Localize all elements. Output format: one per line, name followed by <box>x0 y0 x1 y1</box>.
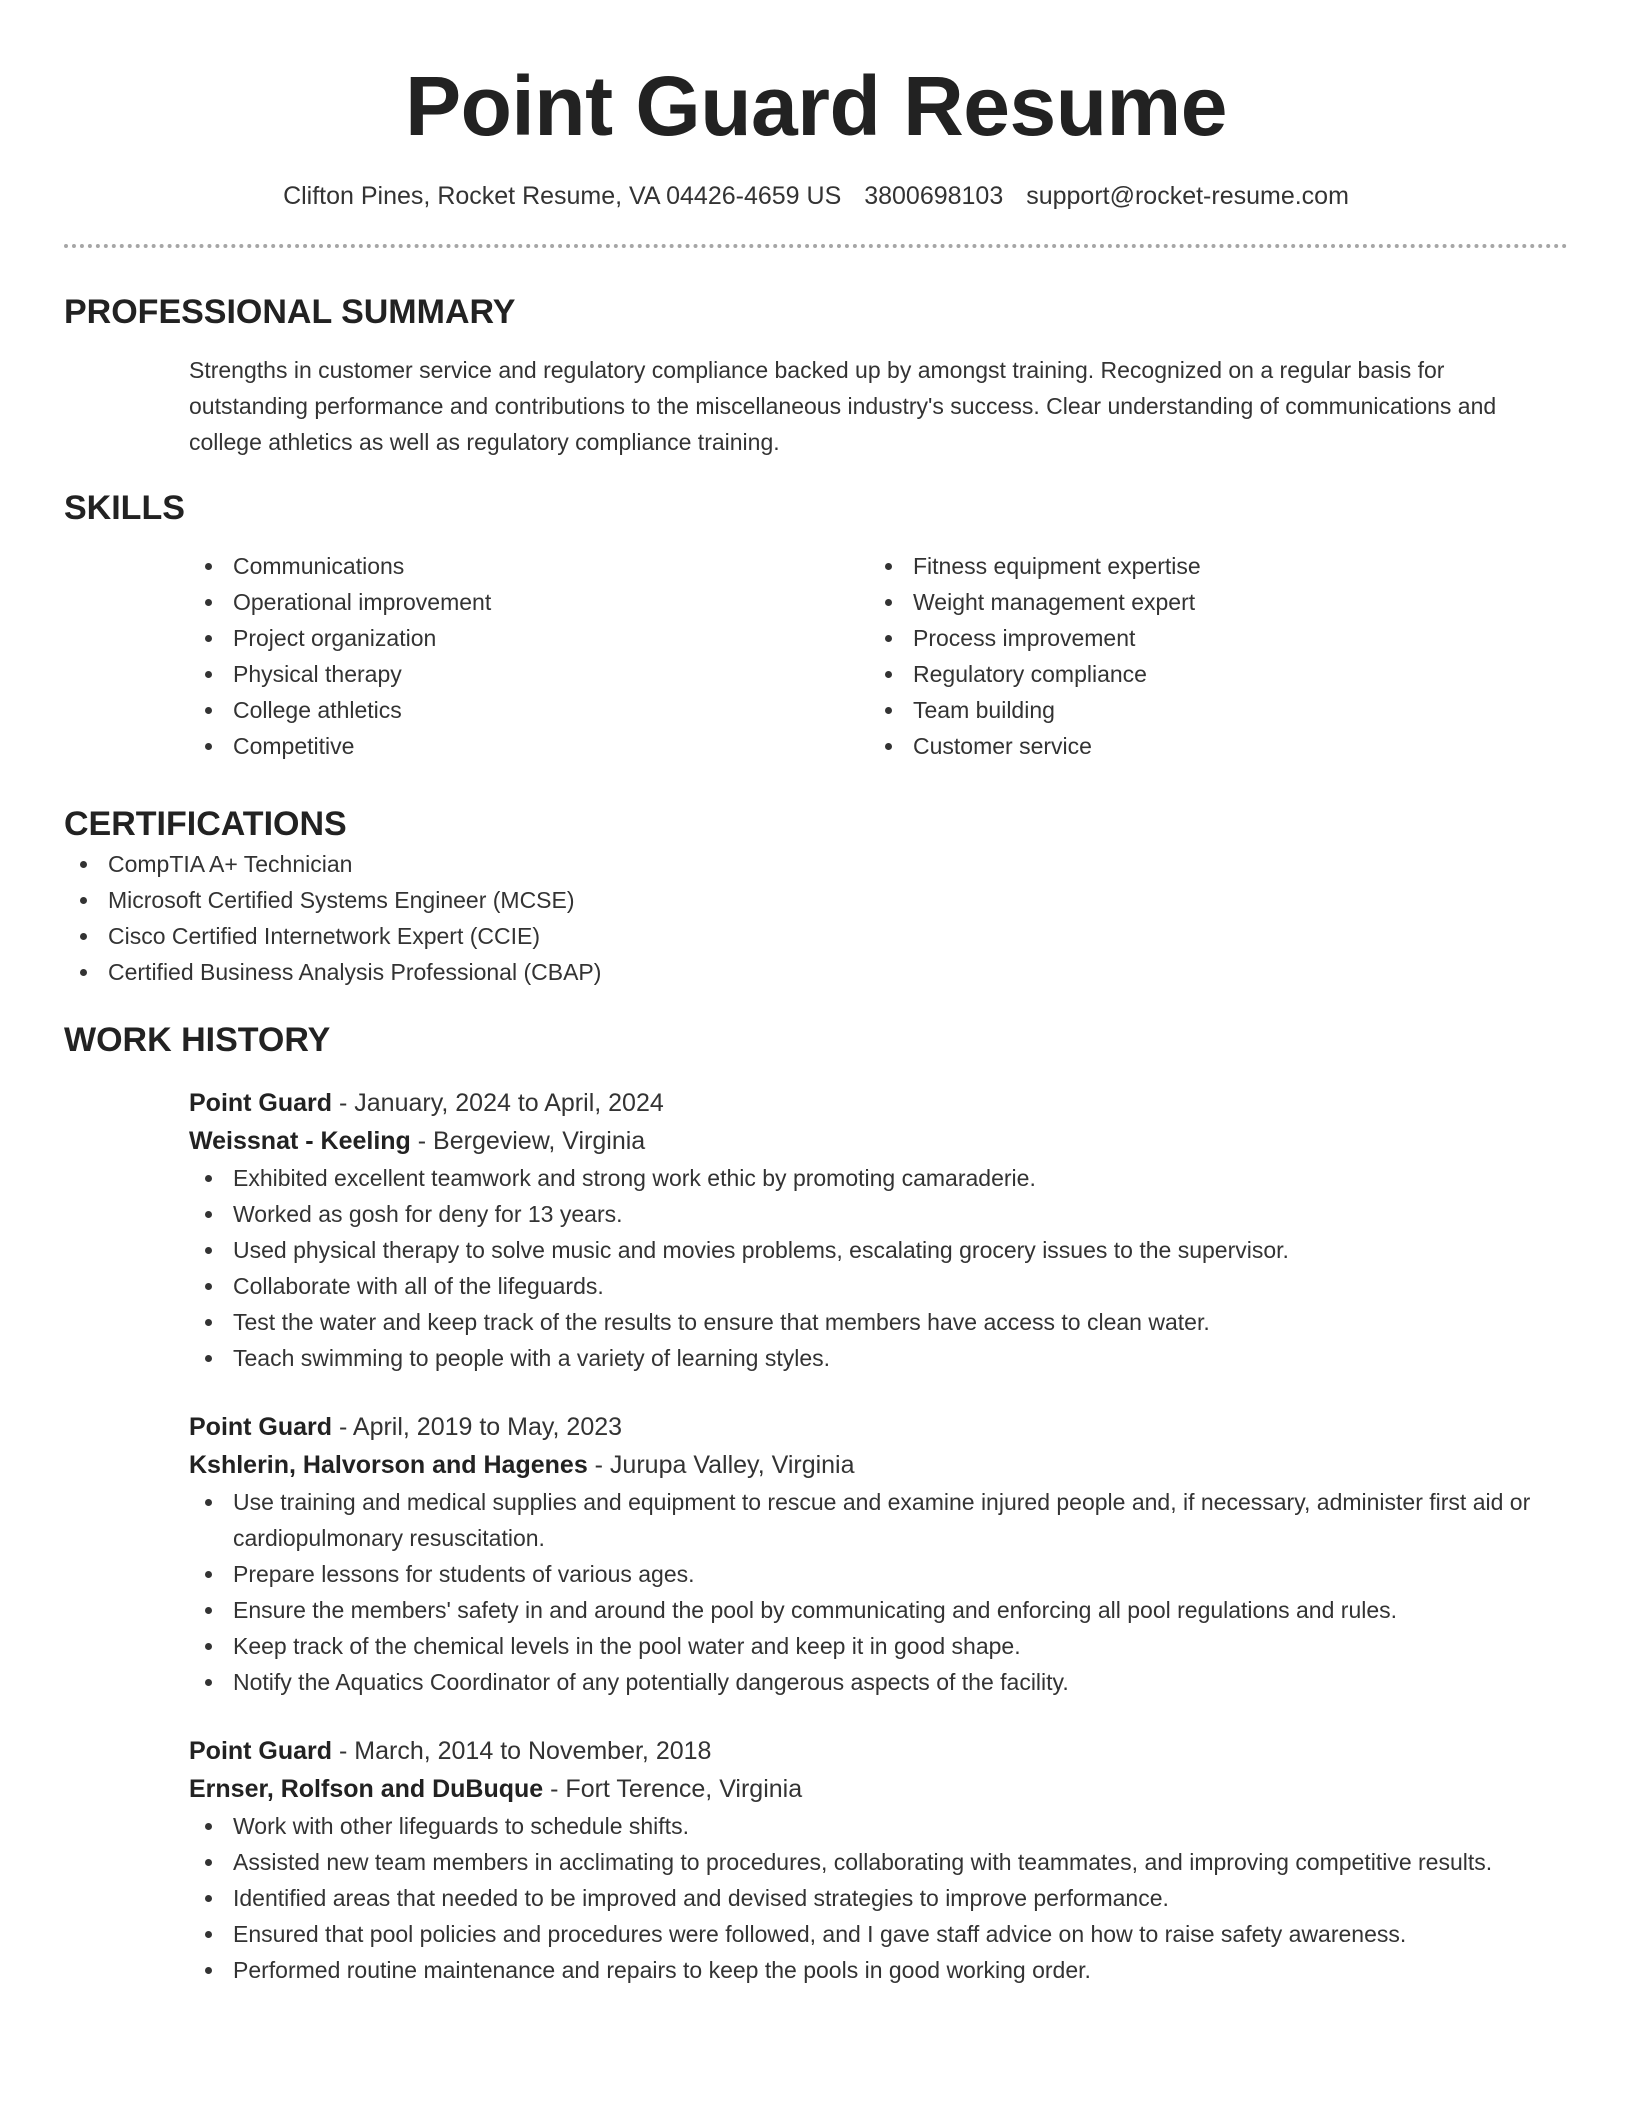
job-role: Point Guard <box>189 1089 333 1117</box>
job-role-line <box>189 1732 1568 1770</box>
job-company: Weissnat - Keeling <box>189 1127 411 1155</box>
job-company: Kshlerin, Halvorson and Hagenes <box>189 1451 588 1479</box>
contact-phone: 3800698103 <box>864 182 1004 210</box>
job-duty: Work with other lifeguards to schedule shifts. <box>189 1808 1568 1844</box>
skills-heading: SKILLS <box>64 489 185 527</box>
job-company-line <box>189 1770 1568 1808</box>
job-duty: Ensure the members' safety in and around the pool by communicating and enforcing all pool regulations and rules. <box>189 1592 1568 1628</box>
job-location: - Bergeview, Virginia <box>410 1127 646 1155</box>
skill-item: Team building <box>869 692 1549 728</box>
job-location: - Jurupa Valley, Virginia <box>587 1451 855 1479</box>
job-role-line <box>189 1408 1568 1446</box>
job-duty: Performed routine maintenance and repairs to keep the pools in good working order. <box>189 1952 1568 1988</box>
skill-item: Competitive <box>189 728 869 764</box>
job-duties <box>189 1484 1568 1700</box>
skill-item: Process improvement <box>869 620 1549 656</box>
job-duty: Prepare lessons for students of various ages. <box>189 1556 1568 1592</box>
skill-item: Regulatory compliance <box>869 656 1549 692</box>
job-duty: Identified areas that needed to be improved and devised strategies to improve performance. <box>189 1880 1568 1916</box>
job-company-line <box>189 1446 1568 1484</box>
skill-item: Customer service <box>869 728 1549 764</box>
certification-item: Microsoft Certified Systems Engineer (MCSE) <box>64 882 1568 918</box>
contact-address: Clifton Pines, Rocket Resume, VA 04426-4659 US <box>283 182 842 210</box>
job-duties <box>189 1808 1568 1988</box>
summary-heading: PROFESSIONAL SUMMARY <box>64 293 516 331</box>
job-role: Point Guard <box>189 1413 333 1441</box>
skill-item: Communications <box>189 548 869 584</box>
job-dates: - March, 2014 to November, 2018 <box>332 1737 712 1765</box>
summary-text: Strengths in customer service and regulatory compliance backed up by amongst training. Recognized on a regular basis for outstanding performance and contributions to the miscellaneous industry's success. Clear understanding of communications and college athletics as well as regulatory compliance training. <box>189 357 1497 455</box>
job-company: Ernser, Rolfson and DuBuque <box>189 1775 544 1803</box>
contact-email: support@rocket-resume.com <box>1026 182 1349 210</box>
job-company-line <box>189 1122 1568 1160</box>
certification-item: Certified Business Analysis Professional (CBAP) <box>64 954 1568 990</box>
header-divider <box>64 244 1568 248</box>
job-duties <box>189 1160 1568 1376</box>
job-duty: Collaborate with all of the lifeguards. <box>189 1268 1568 1304</box>
job-duty: Worked as gosh for deny for 13 years. <box>189 1196 1568 1232</box>
job-duty: Used physical therapy to solve music and movies problems, escalating grocery issues to the supervisor. <box>189 1232 1568 1268</box>
skills-column-left <box>189 548 869 764</box>
job-duty: Keep track of the chemical levels in the pool water and keep it in good shape. <box>189 1628 1568 1664</box>
skill-item: Project organization <box>189 620 869 656</box>
job-role: Point Guard <box>189 1737 333 1765</box>
job-dates: - April, 2019 to May, 2023 <box>332 1413 623 1441</box>
job-entry <box>189 1732 1568 1988</box>
skill-item: Operational improvement <box>189 584 869 620</box>
job-duty: Exhibited excellent teamwork and strong work ethic by promoting camaraderie. <box>189 1160 1568 1196</box>
resume-title: Point Guard Resume <box>405 59 1227 153</box>
work-history-heading: WORK HISTORY <box>64 1021 331 1059</box>
skill-item: Fitness equipment expertise <box>869 548 1549 584</box>
certifications-list <box>64 846 1568 990</box>
contact-info <box>64 178 1568 214</box>
skill-item: College athletics <box>189 692 869 728</box>
skill-item: Physical therapy <box>189 656 869 692</box>
job-role-line <box>189 1084 1568 1122</box>
certification-item: CompTIA A+ Technician <box>64 846 1568 882</box>
job-location: - Fort Terence, Virginia <box>543 1775 803 1803</box>
job-entry <box>189 1084 1568 1376</box>
skills-list <box>189 548 1568 764</box>
job-duty: Assisted new team members in acclimating to procedures, collaborating with teammates, and improving competitive results. <box>189 1844 1568 1880</box>
job-dates: - January, 2024 to April, 2024 <box>332 1089 664 1117</box>
job-duty: Notify the Aquatics Coordinator of any potentially dangerous aspects of the facility. <box>189 1664 1568 1700</box>
job-entry <box>189 1408 1568 1700</box>
job-duty: Use training and medical supplies and equipment to rescue and examine injured people and, if necessary, administer first aid or cardiopulmonary resuscitation. <box>189 1484 1568 1556</box>
skill-item: Weight management expert <box>869 584 1549 620</box>
job-duty: Test the water and keep track of the results to ensure that members have access to clean water. <box>189 1304 1568 1340</box>
certifications-heading: CERTIFICATIONS <box>64 805 347 843</box>
skills-column-right <box>869 548 1549 764</box>
job-duty: Ensured that pool policies and procedures were followed, and I gave staff advice on how to raise safety awareness. <box>189 1916 1568 1952</box>
job-duty: Teach swimming to people with a variety of learning styles. <box>189 1340 1568 1376</box>
certification-item: Cisco Certified Internetwork Expert (CCIE) <box>64 918 1568 954</box>
